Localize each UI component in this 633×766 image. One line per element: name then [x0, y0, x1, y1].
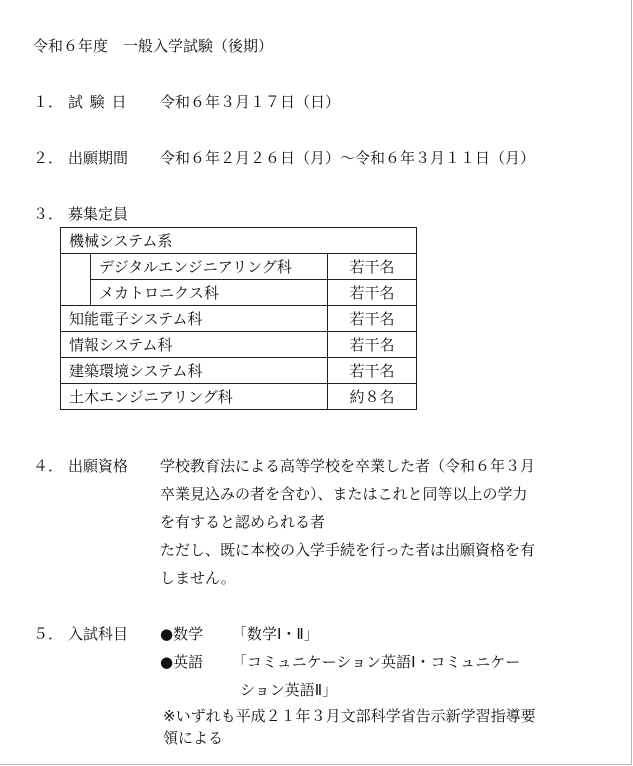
indent-cell — [61, 254, 91, 280]
table-row — [61, 332, 417, 358]
section-2-label: 出願期間 — [68, 149, 129, 167]
math-label: ●数学 — [160, 625, 204, 643]
eligibility-line: しません。 — [160, 569, 236, 587]
count-cell: 若干名 — [328, 358, 417, 384]
section-1-label: 試 験 日 — [68, 93, 127, 111]
eligibility-line: を有すると認められる者 — [160, 513, 326, 531]
count-cell: 若干名 — [328, 280, 417, 306]
table-row — [61, 306, 417, 332]
section-2-number: ２． — [33, 149, 64, 167]
curriculum-note: ※いずれも平成２１年３月文部科学省告示新学習指導要 — [163, 707, 536, 725]
indent-cell — [61, 280, 91, 306]
english-value: 「コミュニケーション英語Ⅰ・コミュニケー — [232, 653, 521, 671]
count-cell: 若干名 — [328, 254, 417, 280]
section-5-number: ５． — [33, 625, 64, 643]
page-title: 令和６年度 一般入学試験（後期） — [33, 37, 274, 55]
count-cell: 若干名 — [328, 332, 417, 358]
eligibility-line: ただし、既に本校の入学手続を行った者は出願資格を有 — [160, 541, 536, 559]
exam-date-value: 令和６年３月１７日（日） — [160, 93, 341, 111]
math-value: 「数学Ⅰ・Ⅱ」 — [232, 625, 319, 643]
section-1-number: １． — [33, 93, 64, 111]
section-3-number: ３． — [33, 205, 64, 223]
english-label: ●英語 — [160, 653, 204, 671]
count-cell: 若干名 — [328, 306, 417, 332]
dept-cell: 知能電子システム科 — [61, 306, 328, 332]
dept-cell: 情報システム科 — [61, 332, 328, 358]
dept-cell: 土木エンジニアリング科 — [61, 384, 328, 410]
table-row — [61, 280, 417, 306]
table-row — [61, 358, 417, 384]
section-4-label: 出願資格 — [68, 457, 129, 475]
section-5-label: 入試科目 — [68, 625, 129, 643]
dept-cell: メカトロニクス科 — [91, 280, 328, 306]
count-cell: 約８名 — [328, 384, 417, 410]
section-4-number: ４． — [33, 457, 64, 475]
english-value-cont: ション英語Ⅱ」 — [240, 681, 338, 699]
dept-cell: 建築環境システム科 — [61, 358, 328, 384]
dept-cell: デジタルエンジニアリング科 — [91, 254, 328, 280]
group-name-cell: 機械システム系 — [61, 228, 417, 254]
eligibility-line: 学校教育法による高等学校を卒業した者（令和６年３月 — [160, 457, 536, 475]
application-period-value: 令和６年２月２６日（月）～令和６年３月１１日（月） — [160, 149, 536, 167]
eligibility-line: 卒業見込みの者を含む）、またはこれと同等以上の学力 — [160, 485, 528, 503]
table-row — [61, 228, 417, 254]
table-row — [61, 254, 417, 280]
curriculum-note-cont: 領による — [163, 729, 224, 747]
quota-table — [60, 227, 417, 410]
table-row — [61, 384, 417, 410]
section-3-label: 募集定員 — [68, 205, 129, 223]
